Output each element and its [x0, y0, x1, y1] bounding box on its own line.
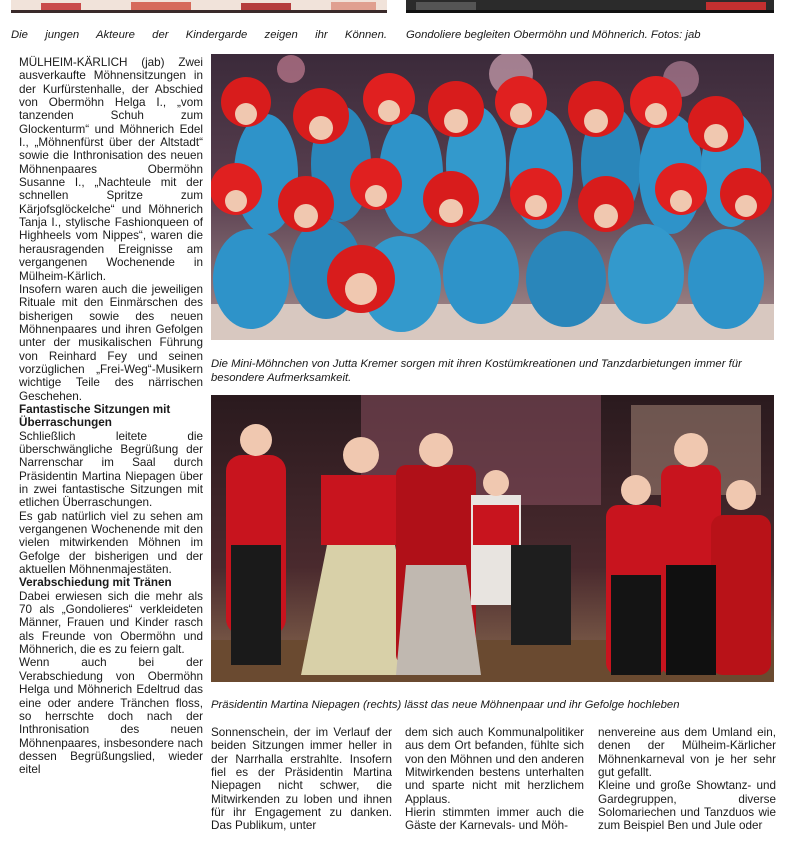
article-paragraph: Hierin stimmten immer auch die Gäste der Karnevals- und Möh-	[405, 806, 584, 833]
top-left-photo-strip	[11, 0, 387, 13]
article-left-column	[19, 56, 203, 777]
stage-photo	[211, 395, 774, 682]
article-paragraph: Sonnenschein, der im Verlauf der beiden Sitzungen immer heller in der Narrhalla erstrahlte. Insofern fiel es der Präsidentin Martina Niepagen nicht schwer, die Mitwirkenden zu loben und ihnen für ihr Engagement zu danken. Das Publikum, unter	[211, 726, 392, 833]
article-column-4	[598, 726, 776, 833]
article-paragraph: Es gab natürlich viel zu sehen am vergangenen Wochenende mit den vielen mitwirkenden Möhnen im Gefolge der bisherigen und der aktuellen Möhnenmajestäten.	[19, 509, 203, 577]
kids-dance-photo	[211, 54, 774, 340]
article-paragraph: Dabei erwiesen sich die mehr als 70 als „Gondolieres“ verkleideten Männer, Frauen und Kinder rasch als Freunde von Obermöhn und Möhnerich, die es zu feiern galt.	[19, 589, 203, 657]
caption-kids-photo: Die Mini-Möhnchen von Jutta Kremer sorgen mit ihren Kostümkreationen und Tanzdarbietungen immer für besondere Aufmerksamkeit.	[211, 358, 742, 384]
article-paragraph: Kleine und große Showtanz- und Gardegruppen, diverse Solomariechen und Tanzduos wie zum Beispiel Ben und Jule oder	[598, 779, 776, 833]
article-paragraph: nenvereine aus dem Umland ein, denen der Mülheim-Kärlicher Möhnenkarneval von je her sehr gut gefallt.	[598, 726, 776, 780]
article-subheading: Verabschiedung mit Tränen	[19, 576, 172, 590]
caption-top-right: Gondoliere begleiten Obermöhn und Möhnerich. Fotos: jab	[406, 29, 701, 41]
article-paragraph: Schließlich leitete die überschwängliche Begrüßung der Narrenschar im Saal durch Präsidentin Martina Niepagen über in zwei fantastische Sitzungen mit etlichen Überraschungen.	[19, 429, 203, 510]
caption-stage-photo: Präsidentin Martina Niepagen (rechts) lässt das neue Möhnenpaar und ihr Gefolge hochleben	[211, 699, 680, 711]
article-column-2	[211, 726, 392, 833]
top-right-photo-strip	[406, 0, 774, 13]
caption-top-left: Die jungen Akteure der Kindergarde zeigen ihr Können.	[11, 29, 387, 41]
article-subheading: Fantastische Sitzungen mit Überraschungen	[19, 402, 171, 430]
article-paragraph: Wenn auch bei der Verabschiedung von Obermöhn Helga und Möhnerich Edeltrud das eine oder andere Tränchen floss, so herrschte doch nach der Inthronisation des neuen Möhnenpaares, insbesondere nach dessen Begrüßungslied, wieder eitel	[19, 656, 203, 777]
article-paragraph: MÜLHEIM-KÄRLICH (jab) Zwei ausverkaufte Möhnensitzungen in der Kurfürstenhalle, der Abschied von Obermöhn Helga I., „vom tanzenden Schuh zum Glockenturm“ und Möhnerich Edel I., „Möhnenfürst über der Altstadt“ sowie die Inthronisation des neuen Möhnenpaares Obermöhn Susanne I., „Nachteule mit der schnellen Spritze zum Kärjofsglöckelche“ und Möhnerich Tanja I., stylische Fashionqueen of Highheels vom Nippes“, waren die herausragenden Ereignisse am vergangenen Wochenende in Mülheim-Kärlich.	[19, 56, 203, 283]
article-paragraph: dem sich auch Kommunalpolitiker aus dem Ort befanden, fühlte sich von den Möhnen und den anderen Mitwirkenden bestens unterhalten und sparte nicht mit herzlichem Applaus.	[405, 726, 584, 806]
article-column-3	[405, 726, 584, 833]
article-paragraph: Insofern waren auch die jeweiligen Rituale mit den Einmärschen des bisherigen sowie des neuen Möhnenpaares und ihren Gefolgen unter der musikalischen Führung von Reinhard Fey und seinen vorzüglichen „Frei-Weg“-Musikern wichtige Teile des närrischen Geschehen.	[19, 282, 203, 403]
